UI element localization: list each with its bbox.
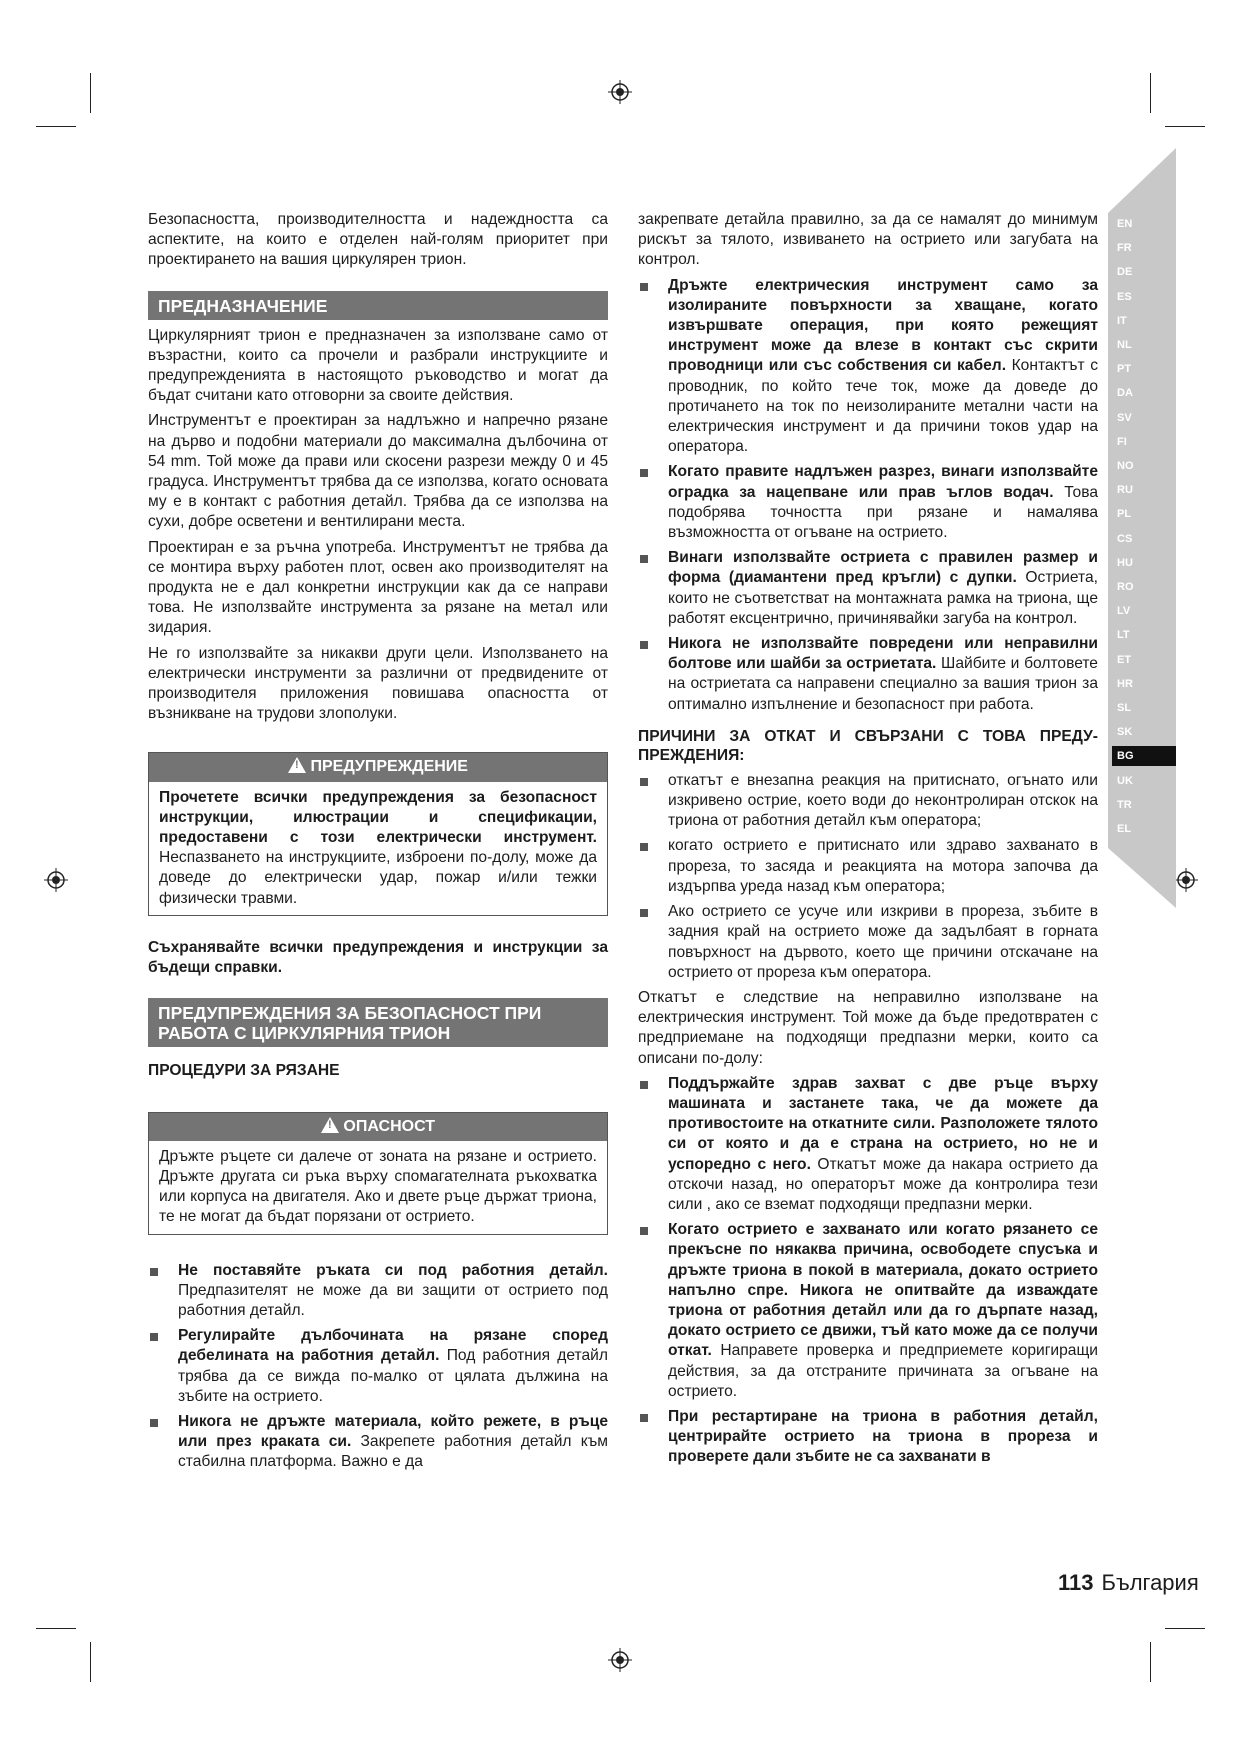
- language-tab-fr[interactable]: FR: [1117, 242, 1132, 255]
- language-tab-lt[interactable]: LT: [1117, 629, 1130, 642]
- warning-title: ПРЕДУПРЕЖДЕНИЕ: [310, 758, 468, 776]
- language-tab-uk[interactable]: UK: [1117, 774, 1133, 787]
- language-tab-ru[interactable]: RU: [1117, 484, 1133, 497]
- language-tab-sk[interactable]: SK: [1117, 726, 1133, 739]
- language-tab-lv[interactable]: LV: [1117, 605, 1131, 618]
- list-item-bold-text: Когато острието е захванато или когато рязането се прекъсне по някаква причина, освободете спусъка и дръжте триона в покой в материала, докато острието напълно спре. Никога не опитвайте да изваждате триона от работния детайл или да го дърпате назад, докато острието се движи, тъй като може да се получи откат.: [668, 1221, 1098, 1360]
- list-item-text: Направете проверка и предприемете коригиращи действия, за да отстраните причината за огъване на острието.: [668, 1342, 1098, 1400]
- warning-text: Неспазването на инструкциите, изброени по-долу, може да доведе до електрически удар, пожар и/или тежки физически травми.: [159, 849, 597, 907]
- section-heading-safety: ПРЕДУПРЕЖДЕНИЯ ЗА БЕЗОПАСНОСТ ПРИ РАБОТА С ЦИРКУЛЯРНИЯ ТРИОН: [148, 998, 608, 1047]
- subheading-kickback: ПРИЧИНИ ЗА ОТКАТ И СВЪРЗАНИ С ТОВА ПРЕДУ-ПРЕЖДЕНИЯ:: [638, 727, 1098, 764]
- bullet-square-icon: [640, 909, 648, 917]
- crop-mark: [90, 1642, 91, 1682]
- paragraph: Инструментът е проектиран за надлъжно и напречно рязане на дърво и подобни материали до максимална дълбочина от 54 mm. Той може да прави или скосени разрези между 0 и 45 градуса. Инструментът трябва да се използва, когато основата му е в контакт с работния детайл. Трябва да се използва на сухи, добре осветени и вентилирани места.: [148, 412, 608, 531]
- danger-box: [148, 1112, 608, 1235]
- list-item-bold-text: Когато правите надлъжен разрез, винаги използвайте оградка за нацепване или прав ъглов водач.: [668, 463, 1098, 501]
- language-tab-et[interactable]: ET: [1117, 653, 1132, 666]
- footer-language: България: [1101, 1570, 1199, 1595]
- list-item-text: когато острието е притиснато или здраво захванато в прореза, то засяда и реакцията на мотора започва да издърпва уреда назад към оператора;: [668, 837, 1098, 895]
- language-tab-da[interactable]: DA: [1117, 387, 1133, 400]
- list-item: [638, 902, 1098, 983]
- bullet-square-icon: [640, 843, 648, 851]
- list-item: [148, 1412, 608, 1473]
- list-item: [148, 1261, 608, 1322]
- crop-mark: [90, 73, 91, 113]
- crop-mark: [1150, 1642, 1151, 1682]
- bullet-square-icon: [640, 641, 648, 649]
- list-item-bold-text: Не поставяйте ръката си под работния детайл.: [178, 1261, 608, 1279]
- list-item-bold-text: При рестартиране на триона в работния детайл, центрирайте острието на триона в прореза и проверете дали зъбите не са захванати в: [668, 1407, 1098, 1466]
- list-item-text: откатът е внезапна реакция на притиснато, огънато или изкривено острие, което води до неконтролиран отскок на триона от работния детайл към оператора;: [668, 771, 1098, 830]
- list-item-text: Остриета, които не съответстват на монтажната рамка на триона, ще работят ексцентрично, причинявайки загуба на контрол.: [668, 569, 1098, 627]
- language-tab-tr[interactable]: TR: [1117, 798, 1132, 811]
- list-item-text: Ако острието се усуче или изкриви в прореза, зъбите в задния край на острието може да задълбаят в горната повърхност на дървото, което ще причини отскачане на острието от прореза към оператора.: [668, 903, 1098, 981]
- language-tab-pt[interactable]: PT: [1117, 363, 1132, 376]
- list-item-text: Шайбите и болтовете на остриетата са направени специално за вашия трион за оптимално изпълнение и безопасност при работа.: [668, 655, 1098, 713]
- paragraph: закрепвате детайла правилно, за да се намалят до минимум рискът за тялото, извиването на острието или загубата на контрол.: [638, 211, 1098, 269]
- registration-mark-icon: [608, 1648, 632, 1672]
- danger-triangle-icon: !: [321, 1117, 339, 1133]
- list-item-text: Контактът с проводник, по който тече ток, може да доведе до протичането на ток по неизолираните метални части на електрическия инструмент и да причини токов удар на оператора.: [668, 357, 1098, 456]
- subheading-cutting: ПРОЦЕДУРИ ЗА РЯЗАНЕ: [148, 1062, 340, 1080]
- language-tab-cs[interactable]: CS: [1117, 532, 1133, 545]
- list-item: [638, 276, 1098, 458]
- warning-box-body: [149, 782, 607, 915]
- bullet-square-icon: [150, 1268, 158, 1276]
- keep-instructions-note: [148, 938, 608, 978]
- list-item-bold-text: Никога не дръжте материала, който режете, в ръце или през краката си.: [178, 1412, 608, 1451]
- list-item: [638, 1220, 1098, 1402]
- page-number: 113: [1058, 1570, 1094, 1595]
- paragraph: Откатът е следствие на неправилно използване на електрическия инструмент. Той може да бъде предотвратен с предприемане на подходящи предпазни мерки, които са описани по-долу:: [638, 988, 1098, 1067]
- bullet-square-icon: [150, 1333, 158, 1341]
- language-tab-de[interactable]: DE: [1117, 266, 1133, 279]
- registration-mark-icon: [608, 80, 632, 104]
- list-item: [148, 1326, 608, 1407]
- bullet-square-icon: [150, 1419, 158, 1427]
- bullet-square-icon: [640, 1227, 648, 1235]
- list-item-bold-text: Поддържайте здрав захват с две ръце върху машината и застанете така, че да можете да противостоите на откатните сили. Разположете тялото си от която и да е страна на острието, но не и успоредно с него.: [668, 1074, 1098, 1173]
- paragraph: Циркулярният трион е предназначен за използване само от възрастни, които са прочели и разбрали инструкциите и предупрежденията в настоящото ръководство и могат да бъдат считани като отговорни за своите действия.: [148, 326, 608, 405]
- crop-mark: [36, 1628, 76, 1629]
- warning-box-header: [149, 753, 607, 781]
- danger-box-body: Дръжте ръцете си далече от зоната на рязане и острието. Дръжте другата си ръка върху спомагателната ръкохватка или корпуса на двигателя. Ако и двете ръце държат триона, те не могат да бъдат порязани от острието.: [159, 1147, 597, 1226]
- language-tab-sl[interactable]: SL: [1117, 702, 1132, 714]
- list-item: [638, 771, 1098, 832]
- list-item-text: Откатът може да накара острието да отскочи назад, но операторът може да контролира тези сили , ако се вземат подходящи предпазни мерки.: [668, 1155, 1098, 1213]
- list-item-bold-text: Винаги използвайте остриета с правилен размер и форма (диамантени пред кръгли) с дупки.: [668, 549, 1098, 587]
- bullet-square-icon: [640, 469, 648, 477]
- left-column: [148, 210, 608, 1478]
- crop-mark: [1150, 73, 1151, 113]
- language-tab-fi[interactable]: FI: [1117, 435, 1127, 448]
- bullet-list: [638, 276, 1098, 715]
- right-column: [638, 210, 1098, 1473]
- intro-paragraph: Безопасността, производителността и надеждността са аспектите, на които е отделен най-голям приоритет при проектирането на вашия циркулярен трион.: [148, 211, 608, 269]
- bullet-square-icon: [640, 1414, 648, 1422]
- list-item-text: Това подобрява точността при рязане и намалява възможността от огъване на острието.: [668, 483, 1099, 542]
- language-tab-ro[interactable]: RO: [1117, 581, 1134, 593]
- language-tab-no[interactable]: NO: [1117, 460, 1134, 472]
- list-item-bold-text: Дръжте електрическия инструмент само за изолираните повърхности за хващане, когато извършвате операция, при която режещият инструмент може да влезе в контакт със скрити проводници или със собствения си кабел.: [668, 276, 1098, 375]
- language-tab-nl[interactable]: NL: [1117, 339, 1132, 351]
- list-item-text: Предпазителят не може да ви защити от острието под работния детайл.: [178, 1281, 608, 1319]
- language-tab-sv[interactable]: SV: [1117, 411, 1132, 424]
- crop-mark: [1165, 1628, 1205, 1629]
- language-tab-hu[interactable]: HU: [1117, 556, 1133, 569]
- list-item-text: Под работния детайл трябва да се вижда по-малко от цялата дължина на зъбите на острието.: [178, 1347, 608, 1405]
- bullet-square-icon: [640, 1081, 648, 1089]
- warning-triangle-icon: !: [288, 757, 306, 773]
- section-heading-purpose: ПРЕДНАЗНАЧЕНИЕ: [148, 291, 608, 320]
- list-item-text: Закрепете работния детайл към стабилна платформа. Важно е да: [178, 1433, 608, 1471]
- page-footer: [1058, 1570, 1199, 1596]
- language-tab-en[interactable]: EN: [1117, 218, 1133, 230]
- language-tab-hr[interactable]: HR: [1117, 677, 1133, 690]
- keep-note-text: Съхранявайте всички предупреждения и инструкции за бъдещи справки.: [148, 938, 608, 977]
- bullet-list: [148, 1261, 608, 1473]
- list-item: [638, 836, 1098, 897]
- danger-box-header: [149, 1113, 607, 1141]
- bullet-square-icon: [640, 555, 648, 563]
- bullet-square-icon: [640, 283, 648, 291]
- warning-bold-text: Прочетете всички предупреждения за безопасност инструкции, илюстрации и спецификации, предоставени с този електрически инструмент.: [159, 788, 597, 847]
- bullet-square-icon: [640, 778, 648, 786]
- list-item: [638, 634, 1098, 715]
- danger-title: ОПАСНОСТ: [343, 1117, 436, 1135]
- bullet-list: [638, 1074, 1098, 1468]
- list-item-bold-text: Никога не използвайте повредени или неправилни болтове или шайби за остриетата.: [668, 635, 1098, 673]
- list-item: [638, 1407, 1098, 1468]
- language-tab-it[interactable]: IT: [1117, 314, 1127, 327]
- warning-box: [148, 752, 608, 915]
- paragraph: Не го използвайте за никакви други цели. Използването на електрически инструменти за различни от предвидените от производителя приложения повишава опасността от възникване на трудови злополуки.: [148, 644, 608, 723]
- registration-mark-icon: [1174, 868, 1198, 892]
- list-item: [638, 1074, 1098, 1215]
- language-tab-pl[interactable]: PL: [1117, 508, 1132, 521]
- list-item: [638, 548, 1098, 629]
- paragraph: Проектиран е за ръчна употреба. Инструментът не трябва да се монтира върху работен плот, освен ако производителят на продукта не е дал конкретни инструкции как да се направи това. Не използвайте инструмента за рязане на метал или зидария.: [148, 538, 608, 637]
- bullet-list: [638, 771, 1098, 983]
- language-tab-bg[interactable]: BG: [1112, 746, 1176, 766]
- list-item: [638, 462, 1098, 543]
- registration-mark-icon: [44, 868, 68, 892]
- crop-mark: [36, 126, 76, 127]
- language-tab-es[interactable]: ES: [1117, 290, 1132, 303]
- language-tab-el[interactable]: EL: [1117, 823, 1132, 835]
- list-item-bold-text: Регулирайте дълбочината на рязане според дебелината на работния детайл.: [178, 1327, 608, 1365]
- crop-mark: [1165, 126, 1205, 127]
